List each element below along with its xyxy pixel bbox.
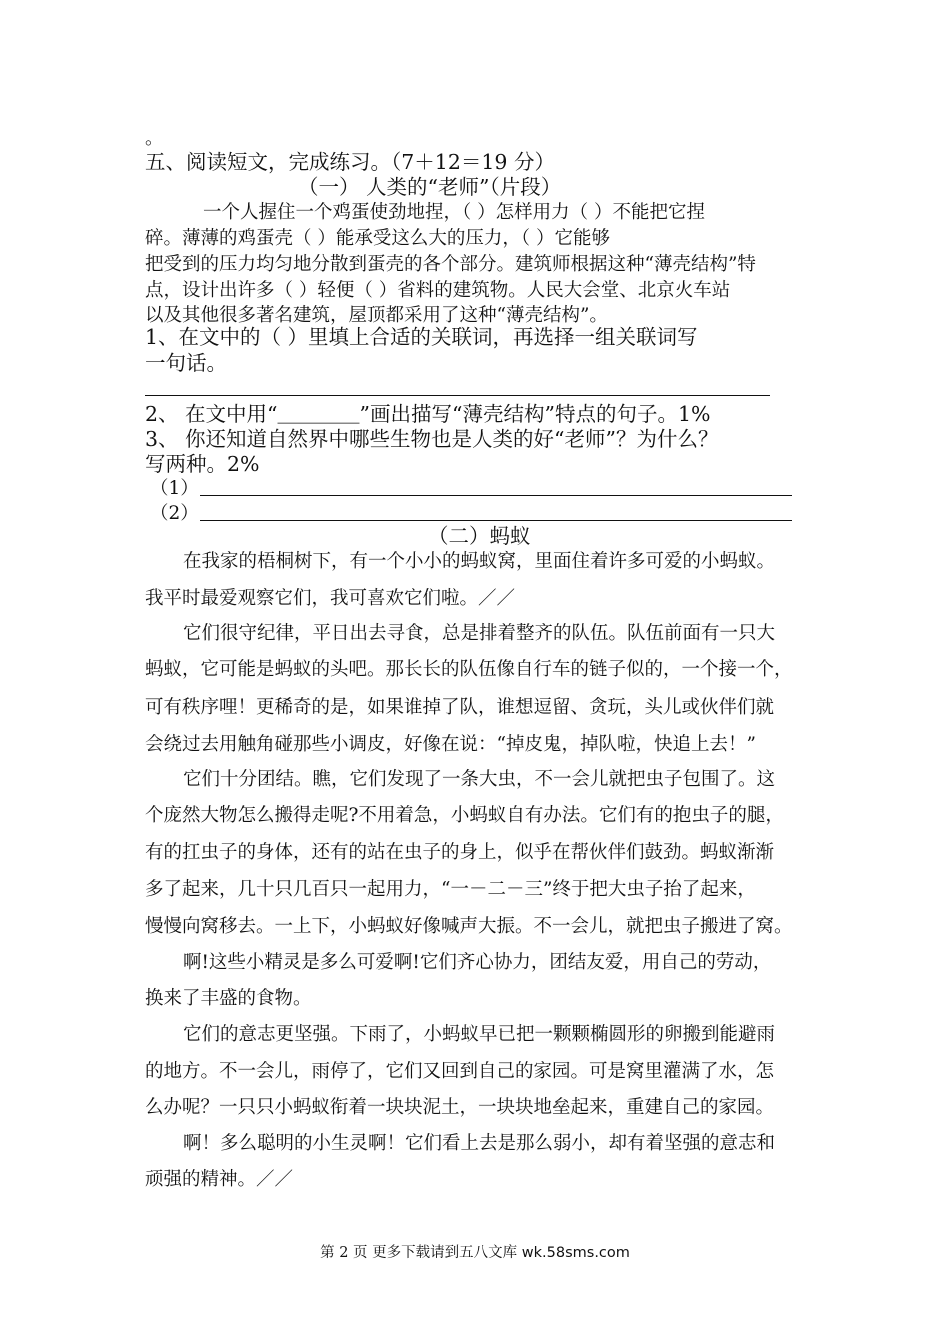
question-one-cont: 一句话。 bbox=[145, 351, 227, 375]
passage-two-line: 它们的意志更坚强。下雨了，小蚂蚁早已把一颗颗椭圆形的卵搬到能避雨 bbox=[183, 1024, 776, 1045]
question-three: 3、 你还知道自然界中哪些生物也是人类的好“老师”？为什么？ bbox=[145, 427, 719, 451]
passage-two-line: 慢慢向窝移去。一上下，小蚂蚁好像喊声大振。不一会儿，就把虫子搬进了窝。 bbox=[145, 916, 793, 937]
passage-two-line: 有的扛虫子的身体，还有的站在虫子的身上，似乎在帮伙伴们鼓劲。蚂蚁渐渐 bbox=[145, 842, 775, 863]
passage-two-line: 可有秩序哩！更稀奇的是，如果谁掉了队，谁想逗留、贪玩，头儿或伙伴们就 bbox=[145, 697, 775, 718]
passage-one-line: 一个人握住一个鸡蛋使劲地捏，（ ）怎样用力（ ）不能把它捏 bbox=[203, 202, 706, 223]
passage-two-line: 多了起来，几十只几百只一起用力，“一－二－三”终于把大虫子抬了起来， bbox=[145, 879, 756, 900]
passage-one-title: （一） 人类的“老师”（片段） bbox=[298, 175, 562, 199]
question-three-cont: 写两种。2% bbox=[145, 452, 260, 476]
section-heading: 五、阅读短文，完成练习。（7＋12＝19 分） bbox=[145, 150, 555, 174]
passage-two-line: 在我家的梧桐树下，有一个小小的蚂蚁窝，里面住着许多可爱的小蚂蚁。 bbox=[183, 551, 776, 572]
answer-line-2[interactable] bbox=[200, 520, 792, 521]
passage-two-line: 它们十分团结。瞧，它们发现了一条大虫，不一会儿就把虫子包围了。这 bbox=[183, 769, 776, 790]
passage-two-line: 换来了丰盛的食物。 bbox=[145, 988, 312, 1009]
passage-two-line: 啊！多么聪明的小生灵啊！它们看上去是那么弱小，却有着坚强的意志和 bbox=[183, 1133, 776, 1154]
question-two: 2、 在文中用“＿＿＿＿”画出描写“薄壳结构”特点的句子。1% bbox=[145, 402, 711, 426]
passage-one-line: 把受到的压力均匀地分散到蛋壳的各个部分。建筑师根据这种“薄壳结构”特 bbox=[145, 254, 756, 275]
passage-two-line: 啊!这些小精灵是多么可爱啊!它们齐心协力，团结友爱，用自己的劳动， bbox=[183, 952, 772, 973]
passage-two-line: 蚂蚁，它可能是蚂蚁的头吧。那长长的队伍像自行车的链子似的，一个接一个， bbox=[145, 659, 793, 680]
passage-two-line: 顽强的精神。／／ bbox=[145, 1169, 294, 1190]
top-dot: 。 bbox=[145, 128, 164, 149]
blank-label-2: （2） bbox=[150, 503, 199, 524]
blank-label-1: （1） bbox=[150, 478, 199, 499]
footer-site-link[interactable]: wk.58sms.com bbox=[521, 1245, 630, 1261]
passage-one-line: 以及其他很多著名建筑，屋顶都采用了这种“薄壳结构”。 bbox=[145, 305, 608, 326]
passage-two-title: （二）蚂蚁 bbox=[428, 524, 531, 548]
footer-text: 第 2 页 更多下载请到五八文库 bbox=[320, 1245, 522, 1261]
answer-line-q1[interactable] bbox=[145, 395, 770, 396]
passage-two-line: 么办呢？一只只小蚂蚁衔着一块块泥土，一块块地垒起来，重建自己的家园。 bbox=[145, 1097, 775, 1118]
question-one: 1、在文中的（ ）里填上合适的关联词，再选择一组关联词写 bbox=[145, 325, 698, 349]
passage-two-line: 会绕过去用触角碰那些小调皮，好像在说：“掉皮鬼，掉队啦，快追上去！” bbox=[145, 734, 756, 755]
passage-one-line: 碎。薄薄的鸡蛋壳（ ）能承受这么大的压力，（ ）它能够 bbox=[145, 228, 611, 249]
answer-line-1[interactable] bbox=[200, 495, 792, 496]
passage-two-line: 的地方。不一会儿，雨停了，它们又回到自己的家园。可是窝里灌满了水，怎 bbox=[145, 1061, 775, 1082]
page-footer bbox=[0, 1244, 950, 1262]
passage-two-line: 它们很守纪律，平日出去寻食，总是排着整齐的队伍。队伍前面有一只大 bbox=[183, 623, 776, 644]
passage-two-line: 我平时最爱观察它们，我可喜欢它们啦。／／ bbox=[145, 588, 516, 609]
passage-one-line: 点，设计出许多（ ）轻便（ ）省料的建筑物。人民大会堂、北京火车站 bbox=[145, 280, 731, 301]
passage-two-line: 个庞然大物怎么搬得走呢?不用着急，小蚂蚁自有办法。它们有的抱虫子的腿， bbox=[145, 805, 784, 826]
